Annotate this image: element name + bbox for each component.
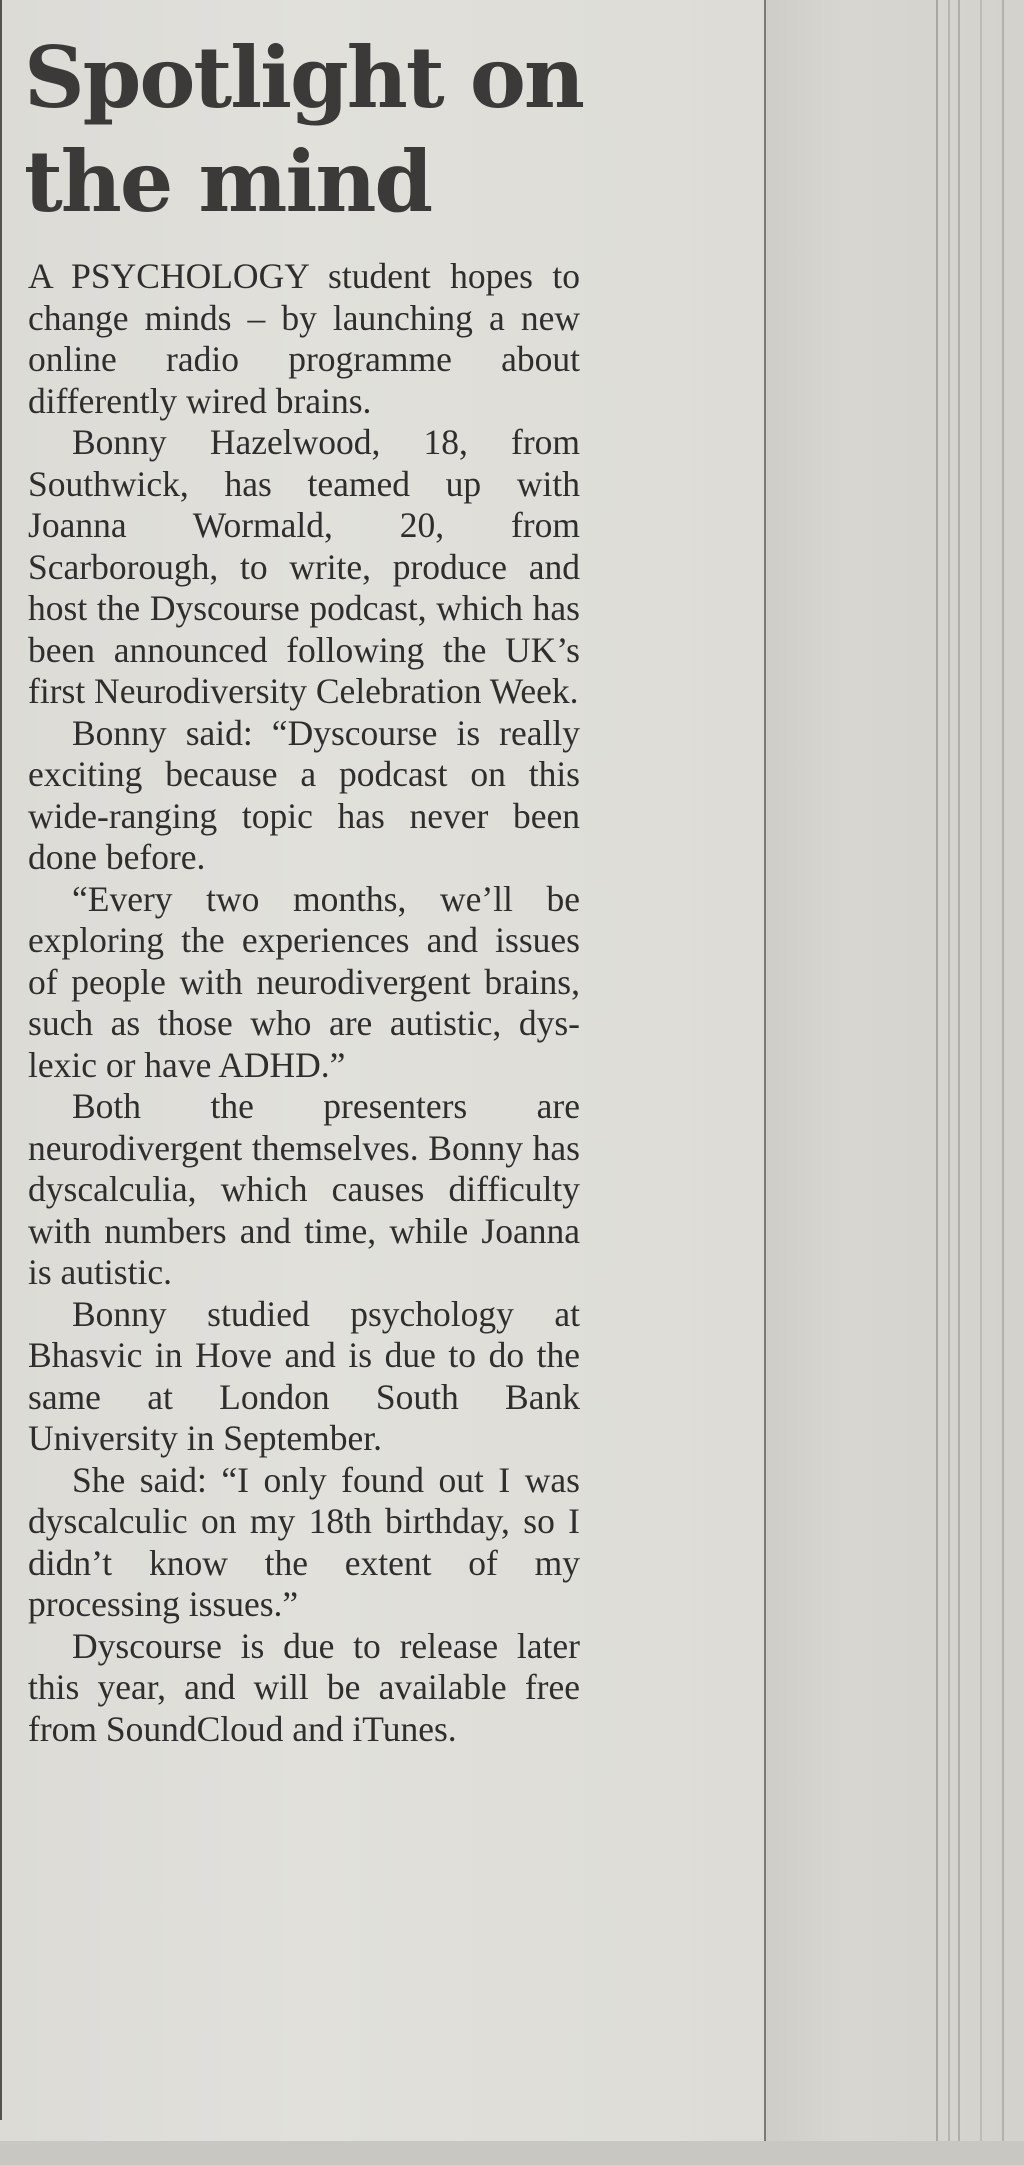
paragraph-4: “Every two months, we’ll be exploring the experiences and issues of people with neurodivergent brains, such as those who are autistic, dyslexic or have ADHD.” <box>28 878 580 1085</box>
page-edge <box>948 0 950 2165</box>
underlying-pages <box>766 0 1024 2165</box>
page-edge <box>1002 0 1004 2165</box>
column-rule <box>0 0 2 2120</box>
headline: Spotlight on the mind <box>24 28 583 231</box>
page-edge <box>980 0 982 2165</box>
paragraph-6: Bonny studied psychology at Bhasvic in Hove and is due to do the same at London South Bank University in September. <box>28 1293 580 1458</box>
paragraph-2: Bonny Hazelwood, 18, from Southwick, has teamed up with Joanna Wormald, 20, from Scarborough, to write, produce and host the Dyscourse podcast, which has been announced following the UK’s first Neurodiversity Celebration Week. <box>28 422 580 711</box>
paragraph-3: Bonny said: “Dyscourse is really exciting because a podcast on this wide-ranging topic has never been done before. <box>28 712 580 877</box>
paragraph-7: She said: “I only found out I was dyscalculic on my 18th birthday, so I didn’t know the extent of my processing issues.” <box>28 1459 580 1624</box>
article-body <box>28 256 580 1750</box>
paragraph-1: A PSYCHOLOGY student hopes to change minds – by launching a new online radio programme about differently wired brains. <box>28 256 580 421</box>
page-edge <box>958 0 960 2165</box>
paragraph-8: Dyscourse is due to release later this year, and will be available free from SoundCloud and iTunes. <box>28 1625 580 1749</box>
paragraph-5: Both the presenters are neurodivergent themselves. Bonny has dyscalculia, which causes difficulty with numbers and time, while Joanna is autistic. <box>28 1086 580 1292</box>
page-edge <box>936 0 938 2165</box>
bottom-shadow <box>0 2141 1024 2165</box>
